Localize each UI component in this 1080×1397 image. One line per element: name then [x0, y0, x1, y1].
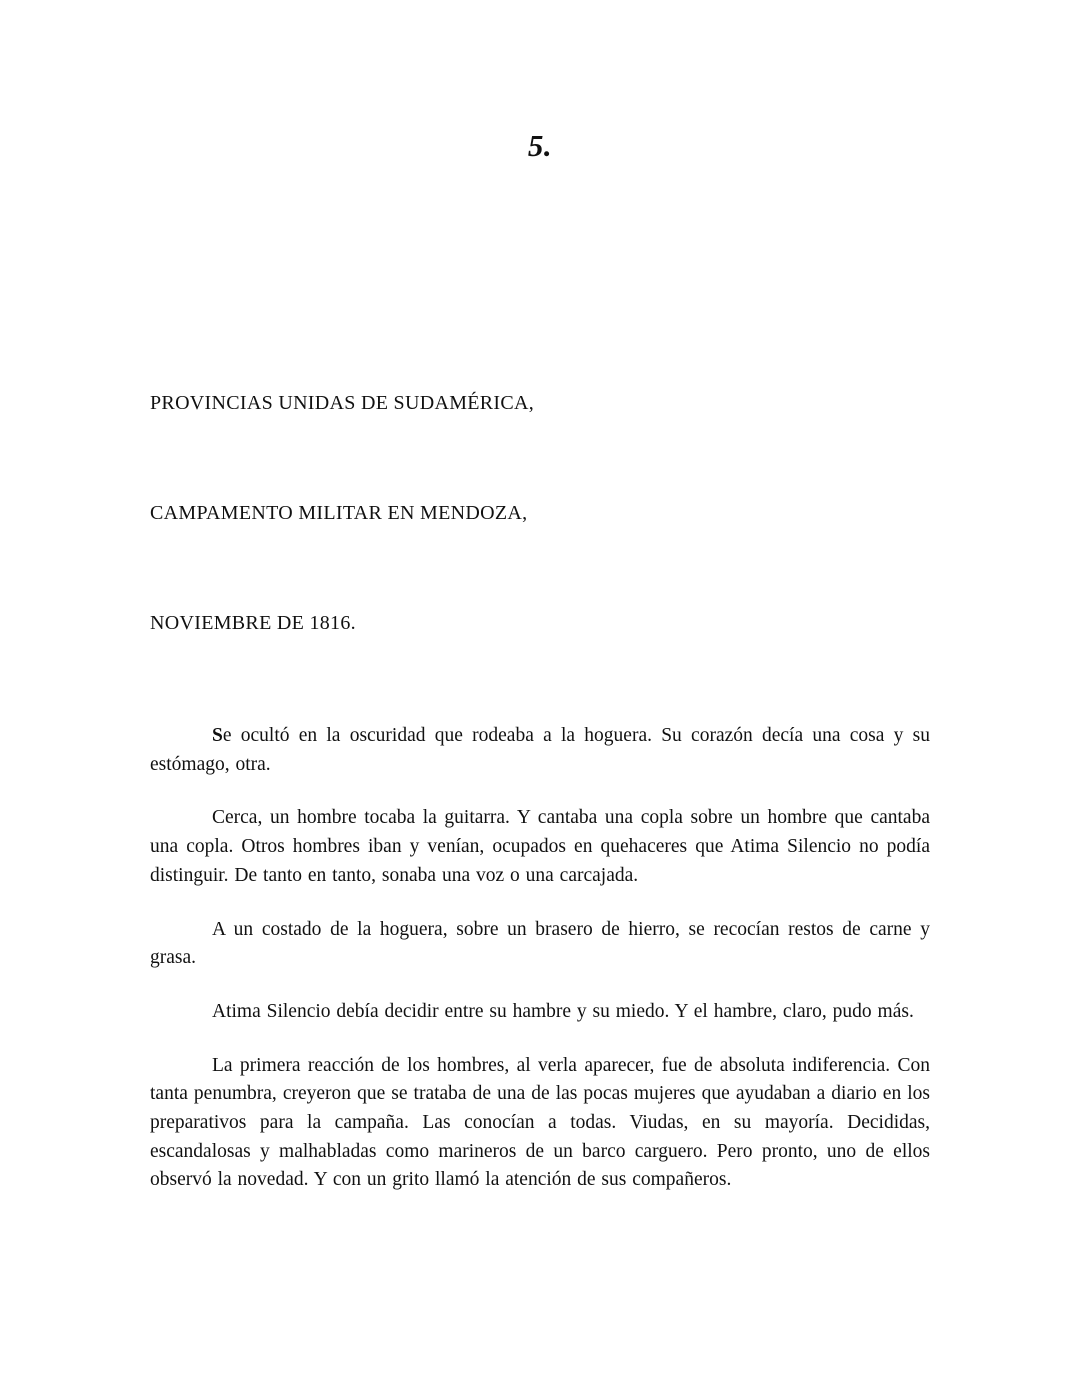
header-location-place: CAMPAMENTO MILITAR EN MENDOZA, [150, 502, 528, 524]
body-text [150, 722, 930, 1195]
paragraph: Se ocultó en la oscuridad que rodeaba a la hoguera. Su corazón decía una cosa y su estómago, otra. [150, 725, 930, 775]
chapter-number: 5. [527, 128, 553, 163]
paragraph: Cerca, un hombre tocaba la guitarra. Y cantaba una copla sobre un hombre que cantaba una copla. Otros hombres iban y venían, ocupados en quehaceres que Atima Silencio no podía distinguir. De tanto en tanto, sonaba una voz o una carcajada. [150, 807, 930, 886]
header-date: NOVIEMBRE DE 1816. [150, 612, 356, 634]
paragraph: A un costado de la hoguera, sobre un brasero de hierro, se recocían restos de carne y grasa. [150, 918, 930, 969]
scene-headers [150, 392, 930, 634]
paragraph: Atima Silencio debía decidir entre su hambre y su miedo. Y el hambre, claro, pudo más. [212, 1000, 914, 1022]
paragraph: La primera reacción de los hombres, al verla aparecer, fue de absoluta indiferencia. Con tanta penumbra, creyeron que se trataba de una de las pocas mujeres que ayudaban a diario en los preparativos para la campaña. Las conocían a todas. Viudas, en su mayoría. Decididas, escandalosas y malhabladas como marineros de un barco carguero. Pero pronto, uno de ellos observó la novedad. Y con un grito llamó la atención de sus compañeros. [150, 1054, 930, 1191]
header-location-country: PROVINCIAS UNIDAS DE SUDAMÉRICA, [150, 392, 535, 414]
